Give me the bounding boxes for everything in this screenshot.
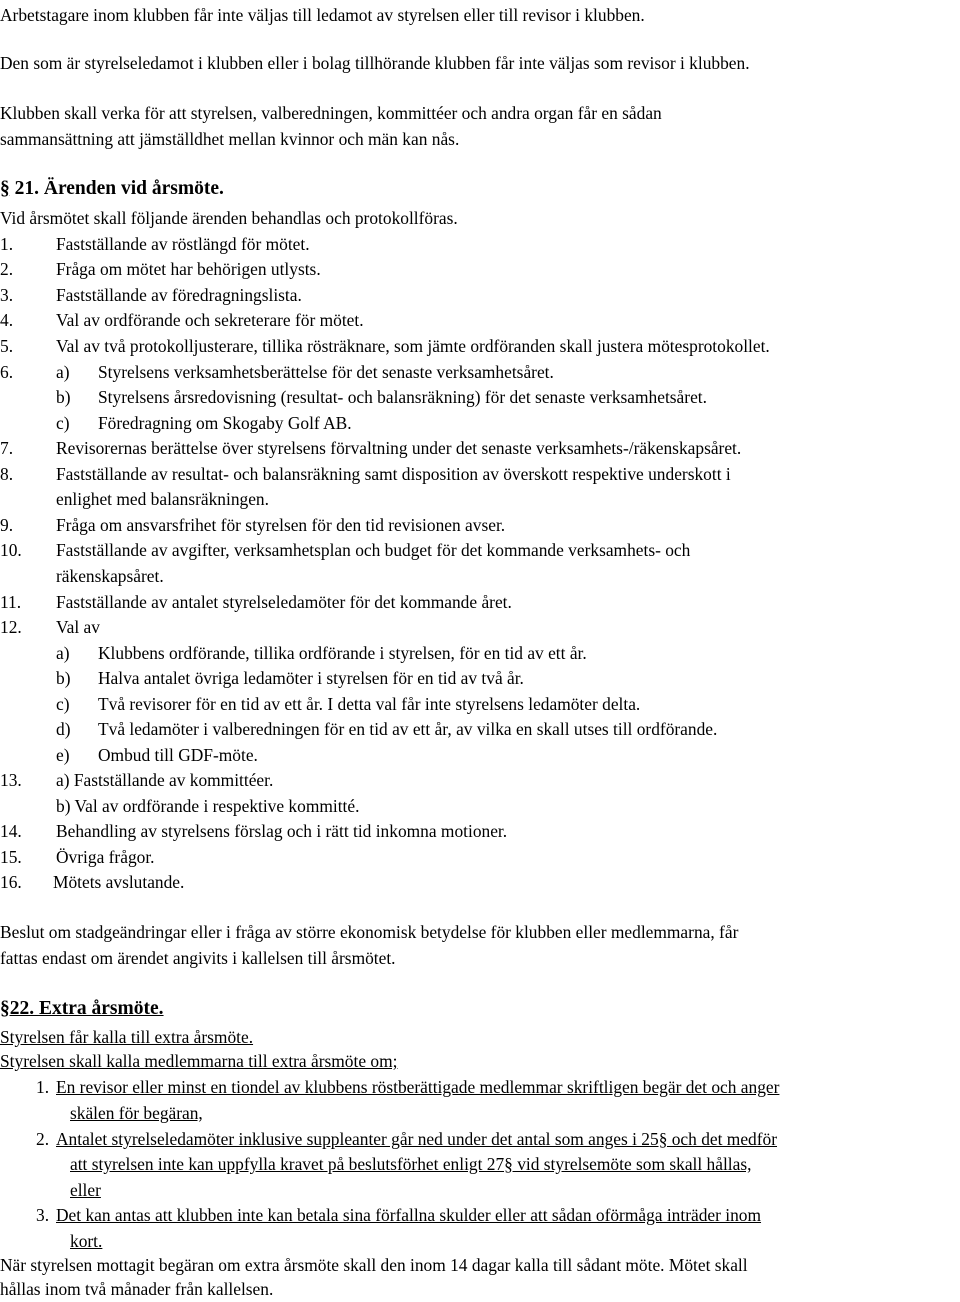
list-item-cont: att styrelsen inte kan uppfylla kravet på beslutsförhet enligt 27§ vid styrelsemöte som skall hållas, [70,1154,752,1174]
section-21-heading [0,176,224,202]
paragraph-equality-line2: sammansättning att jämställdhet mellan kvinnor och män kan nås. [0,129,460,149]
section-22-line1: Styrelsen får kalla till extra årsmöte. [0,1027,254,1047]
final-paragraph-line1: När styrelsen mottagit begäran om extra årsmöte skall den inom 14 dagar kalla till sådant möte. Mötet skall [0,1255,748,1275]
final-paragraph-line2: hållas inom två månader från kallelsen. [0,1279,274,1299]
section-22-line2: Styrelsen skall kalla medlemmarna till extra årsmöte om; [0,1051,398,1071]
section-21-intro: Vid årsmötet skall följande ärenden behandlas och protokollföras. [0,208,458,228]
section-22-heading: §22. Extra årsmöte. [0,998,164,1019]
list-item-cont: eller [70,1180,101,1200]
section-21-title: 21. Ärenden vid årsmöte. [14,178,224,199]
list-item-cont: skälen för begäran, [70,1103,203,1123]
paragraph-board-auditor: Den som är styrelseledamot i klubben eller i bolag tillhörande klubben får inte väljas som revisor i klubben. [0,53,750,73]
closing-paragraph-line2: fattas endast om ärendet angivits i kallelsen till årsmötet. [0,948,396,968]
list-item-cont: kort. [70,1231,103,1251]
paragraph-equality-line1: Klubben skall verka för att styrelsen, valberedningen, kommittéer och andra organ får en sådan [0,103,662,123]
paragraph-employees: Arbetstagare inom klubben får inte väljas till ledamot av styrelsen eller till revisor i klubben. [0,5,645,25]
section-symbol: § [0,178,10,199]
closing-paragraph-line1: Beslut om stadgeändringar eller i fråga av större ekonomisk betydelse för klubben eller medlemmarna, får [0,922,739,942]
